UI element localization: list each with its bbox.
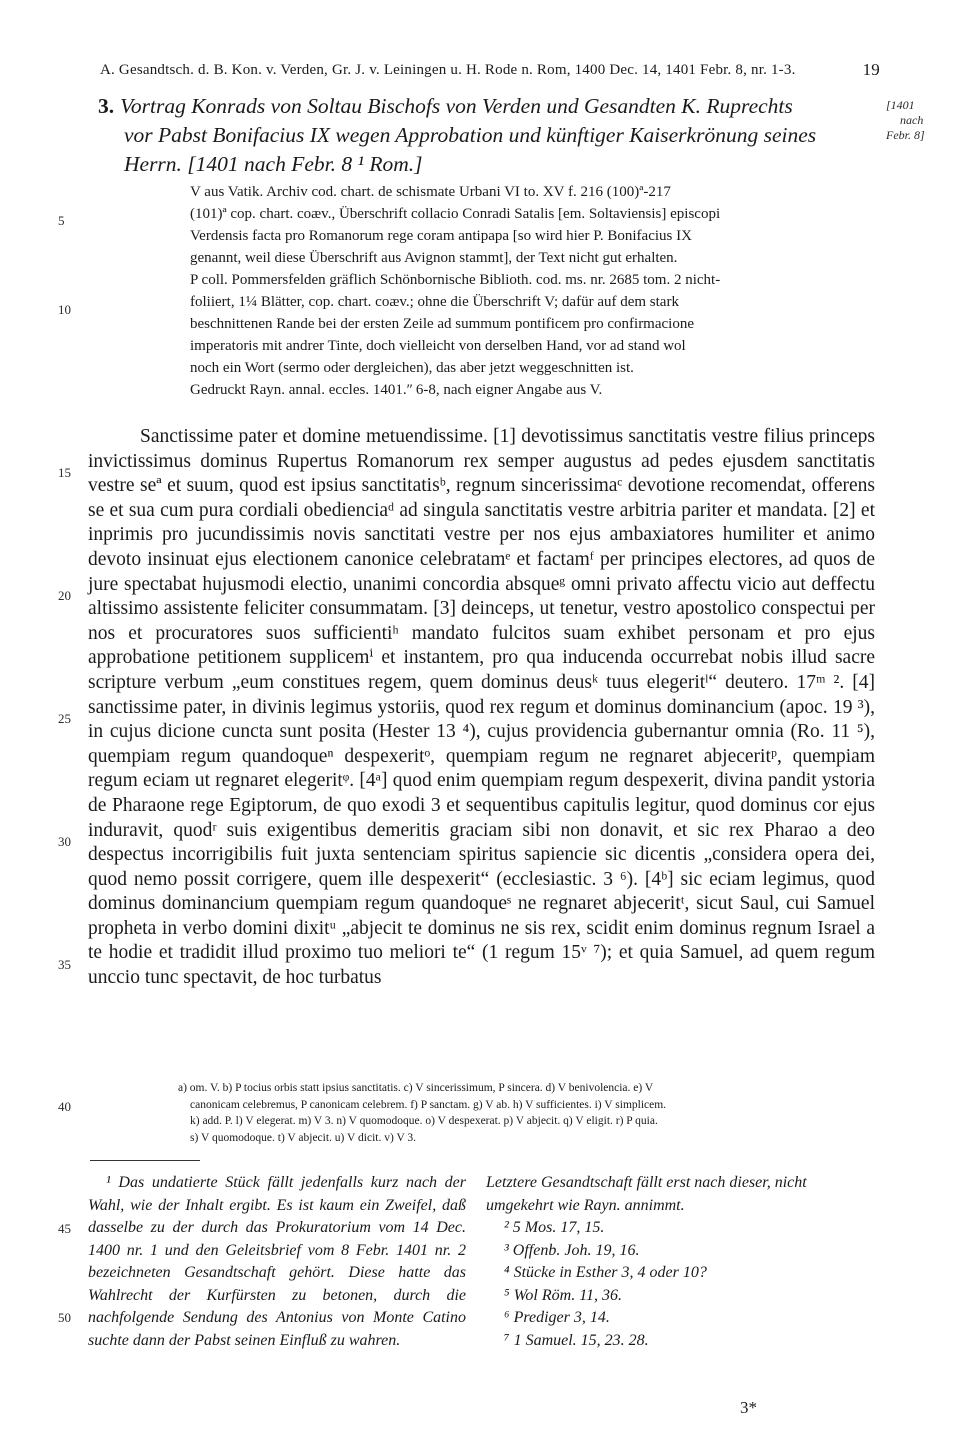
line-number: 20 [58,588,71,603]
footnote-left-column [88,1172,466,1352]
main-text-paragraph: Sanctissime pater et domine metuendissime. [1] devotissimus sanctitatis vestre filius princeps invictissimus dominus Rupertus Romanorum rex semper augustus ad pedes ejusdem sanctitatis vestre seª et suum, quod est ipsius sanctitatisᵇ, regnum sincerissimaᶜ devotione recomendat, offerens se et sua cum pura cordiali obedienciaᵈ ad singula sanctitatis vestre arbitria pariter et mandata. [2] et inprimis pro jucundissimis novis sanctitati vestre per nos ejus ambaxiatores humiliter et animo devoto insinuat ejus electionem canonice celebratamᵉ et factamᶠ per principes electores, ad quos de jure spectabat hujusmodi electio, unanimi concordia absqueᵍ omni privato affectu vicio aut deffectu altissimo assistente feliciter consummatam. [3] deinceps, ut tenetur, vestro apostolico conspectui per nos et procuratores suos sufficientiʰ mandato fulcitos suam exhibet personam et pro ejus approbatione petitionem supplicemⁱ et instantem, pro qua inducenda occurrebat nobis illud sacre scripture verbum „eum constitues regem, quem dominus deusᵏ tuus elegeritˡ“ deutero. 17ᵐ ². [4] sanctissime pater, in divinis legimus ystoriis, quod rex regum et dominus dominancium (apoc. 19 ³), in cujus dicione cuncta sunt posita (Hester 13 ⁴), cujus providencia gubernantur omnia (Ro. 11 ⁵), quempiam regum quandoqueⁿ despexeritᵒ, quempiam regum ne regnaret abjeceritᵖ, quempiam regum eciam ut regnaret elegeritᵠ. [4ᵃ] quod enim quempiam regum despexerit, divina pandit ystoria de Pharaone rege Egiptorum, de quo exodi 3 et sequentibus capitulis legitur, quod dominus cor ejus induravit, quodʳ suis exigentibus demeritis graciam sibi non donavit, et sic rex Pharao a deo despectus incorrigibilis fuit juxta sentenciam spiritus sapiencie sic dicentis „considera opera dei, quod nemo possit corrigere, quem ille despexerit“ (ecclesiastic. 3 ⁶). [4ᵇ] sic eciam legimus, quod dominus dominancium quempiam regum quandoqueˢ ne regnaret abjeceritᵗ, sicut Saul, cui Samuel propheta in verbo domini dixitᵘ „abjecit te dominus ne sis rex, scidit enim dominus regnum Israel a te hodie et tradidit illud proximo tuo meliori te“ (1 regum 15ᵛ ⁷); et quia Samuel, ad quem regum unccio tunc spectavit, de hoc turbatus [88,426,875,989]
document-number: 3. [98,94,115,118]
footnote-reference: ⁶ Prediger 3, 14. [504,1309,610,1326]
variant-line: s) V quomodoque. t) V abjecit. u) V dicit. v) V 3. [190,1131,417,1144]
footnote-right-column [486,1172,878,1352]
variant-line: a) om. V. b) P tocius orbis statt ipsius sanctitatis. c) V sincerissimum, P sincera. d) V benivolencia. e) V [178,1082,654,1094]
line-number: 35 [58,957,71,972]
footnote-1: ¹ Das undatierte Stück fällt jedenfalls kurz nach der Wahl, wie der Inhalt ergibt. Es ist kaum ein Zweifel, daß dasselbe zu der durch das Prokuratorium vom 14 Dec. 1400 nr. 1 und den Geleitsbrief vom 8 Febr. 1401 nr. 2 bezeichneten Gesandtschaft gehört. Diese hatte das Wahlrecht der Kurfürsten zu betonen, durch die nachfolgende Sendung des Antonius von Monte Catino suchte dann der Pabst seinen Einfluß zu wahren. [88,1174,466,1349]
footnote-reference: ⁵ Wol Röm. 11, 36. [504,1286,623,1304]
line-number: 10 [58,302,71,317]
title-line-1: 3. Vortrag Konrads von Soltau Bischofs von Verden und Gesandten K. Ruprechts [98,94,793,118]
footnote-reference: ³ Offenb. Joh. 19, 16. [504,1241,640,1259]
variant-readings [178,1080,878,1146]
margin-date-note: [1401 nach Febr. 8] [886,98,925,142]
line-number: 30 [58,834,71,849]
variant-line: canonicam celebremus, P canonicam celebrem. f) P sanctam. g) V ab. h) V sufficientes. i) V simplicem. [190,1098,667,1111]
footnote-reference: ⁷ 1 Samuel. 15, 23. 28. [504,1331,649,1349]
title-line-2: vor Pabst Bonifacius IX wegen Approbation und künftiger Kaiserkrönung seines [124,123,817,147]
document-title [98,92,878,179]
apparatus-line: noch ein Wort (sermo oder dergleichen), das aber jetzt weggeschnitten ist. [190,360,634,376]
apparatus-line: Verdensis facta pro Romanorum rege coram antipapa [so wird hier P. Bonifacius IX [190,228,692,244]
apparatus-line: imperatoris mit andrer Tinte, doch vielleicht von derselben Hand, vor ad stand wol [190,338,686,354]
source-apparatus [190,181,875,401]
page-number: 19 [862,60,880,79]
printer-signature: 3* [740,1398,757,1417]
main-text [88,425,875,991]
running-head [100,62,880,79]
running-head-text: A. Gesandtsch. d. B. Kon. v. Verden, Gr. J. v. Leiningen u. H. Rode n. Rom, 1400 Dec. 14, 1401 Febr. 8, nr. 1-3. [100,62,796,78]
apparatus-line: genannt, weil diese Überschrift aus Avignon stammt], der Text nicht gut erhalten. [190,250,678,266]
apparatus-line: (101)ª cop. chart. coæv., Überschrift collacio Conradi Satalis [em. Soltaviensis] episcopi [190,206,721,222]
footnote-continuation: Letztere Gesandtschaft fällt erst nach dieser, nicht umgekehrt wie Rayn. annimmt. [486,1174,807,1214]
line-number: 45 [58,1221,71,1236]
footnote-reference: ² 5 Mos. 17, 15. [504,1219,605,1236]
apparatus-line: foliiert, 1¼ Blätter, cop. chart. coæv.; ohne die Überschrift V; dafür auf dem stark [190,294,679,310]
title-line-3: Herrn. [1401 nach Febr. 8 ¹ Rom.] [124,152,423,176]
apparatus-line: Gedruckt Rayn. annal. eccles. 1401.ʺ 6-8, nach eigner Angabe aus V. [190,382,603,398]
line-number: 15 [58,465,71,480]
apparatus-line: beschnittenen Rande bei der ersten Zeile ad summum pontificem pro confirmacione [190,316,694,332]
footnote-reference: ⁴ Stücke in Esther 3, 4 oder 10? [504,1264,707,1281]
line-number: 25 [58,711,71,726]
line-number: 40 [58,1099,71,1114]
apparatus-line: P coll. Pommersfelden gräflich Schönbornische Biblioth. cod. ms. nr. 2685 tom. 2 nicht- [190,272,721,288]
line-number: 5 [58,213,65,228]
apparatus-line: V aus Vatik. Archiv cod. chart. de schismate Urbani VI to. XV f. 216 (100)ª-217 [190,184,671,200]
footnote-divider [90,1160,200,1161]
variant-line: k) add. P. l) V elegerat. m) V 3. n) V quomodoque. o) V despexerat. p) V abjecit. q) V eligit. r) P quia. [190,1115,658,1127]
line-number: 50 [58,1310,71,1325]
